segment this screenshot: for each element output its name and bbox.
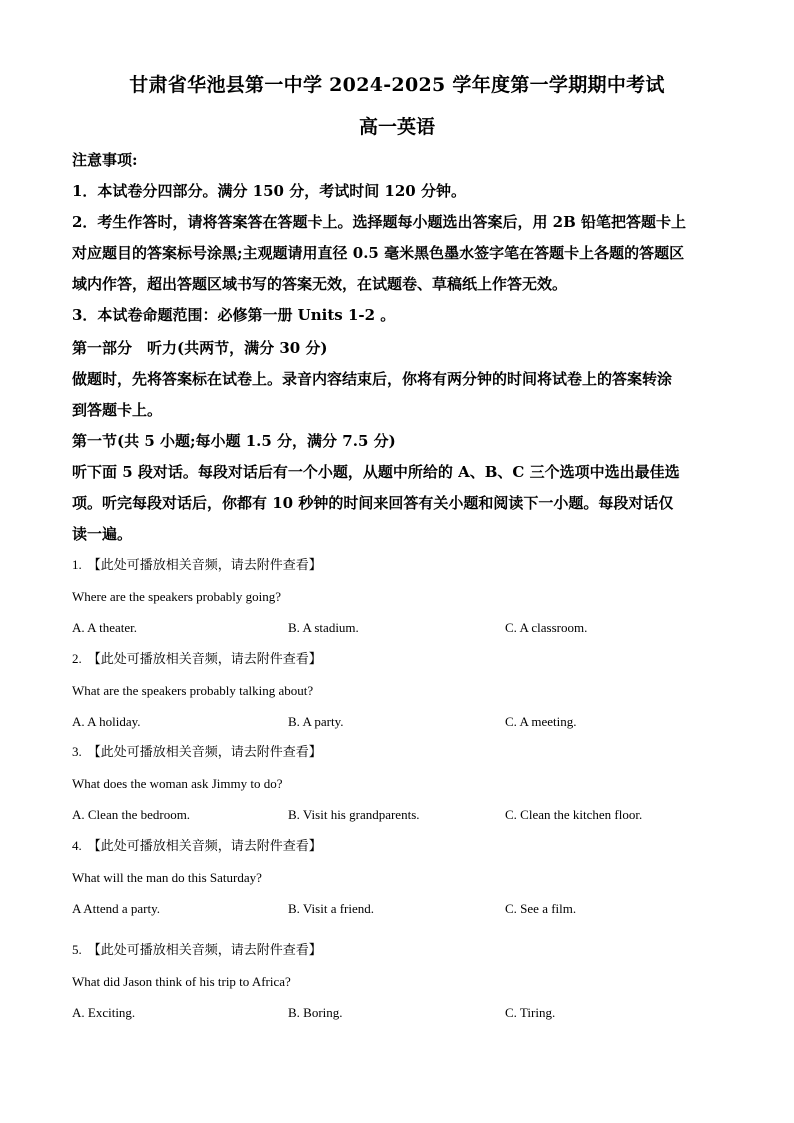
option-c: C. Tiring. <box>505 1005 556 1020</box>
note-line: 对应题目的答案标号涂黑;主观题请用直径 0.5 毫米黑色墨水签字笔在答题卡上各题的答题区 <box>72 244 685 262</box>
audio-link-q2[interactable] <box>72 650 322 669</box>
question-text: What are the speakers probably talking about? <box>72 683 314 698</box>
part1-intro-line: 到答题卡上。 <box>72 401 163 419</box>
question-text: Where are the speakers probably going? <box>72 589 281 604</box>
option-a: A. Exciting. <box>72 1005 136 1020</box>
note-line: 域内作答，超出答题区域书写的答案无效，在试题卷、草稿纸上作答无效。 <box>72 275 568 293</box>
audio-placeholder: 【此处可播放相关音频，请去附件查看】 <box>87 839 322 854</box>
question-text: What will the man do this Saturday? <box>72 870 262 885</box>
option-a: A. Clean the bedroom. <box>72 807 191 822</box>
option-a: A Attend a party. <box>72 901 160 916</box>
option-b: B. A stadium. <box>288 620 359 635</box>
option-c: C. A meeting. <box>505 714 577 729</box>
option-b: B. Visit his grandparents. <box>288 807 420 822</box>
section1-heading: 第一节(共 5 小题;每小题 1.5 分，满分 7.5 分) <box>72 432 396 450</box>
section1-intro-line: 项。听完每段对话后，你都有 10 秒钟的时间来回答有关小题和阅读下一小题。每段对话仅 <box>72 494 674 512</box>
question-number: 1. <box>72 557 82 572</box>
question-number: 4. <box>72 838 82 853</box>
audio-link-q1[interactable] <box>72 556 322 575</box>
option-a: A. A theater. <box>72 620 137 635</box>
option-c: C. See a film. <box>505 901 577 916</box>
option-b: B. Visit a friend. <box>288 901 374 916</box>
section1-intro-line: 读一遍。 <box>72 525 133 543</box>
note-line: 2．考生作答时，请将答案答在答题卡上。选择题每小题选出答案后，用 2B 铅笔把答题卡上 <box>72 213 687 231</box>
part1-heading: 第一部分 听力(共两节，满分 30 分) <box>72 339 328 357</box>
question-number: 3. <box>72 744 82 759</box>
part1-intro-line: 做题时，先将答案标在试卷上。录音内容结束后，你将有两分钟的时间将试卷上的答案转涂 <box>72 370 673 388</box>
section1-intro-line: 听下面 5 段对话。每段对话后有一个小题，从题中所给的 A、B、C 三个选项中选出最佳选 <box>72 463 680 481</box>
audio-placeholder: 【此处可播放相关音频，请去附件查看】 <box>87 943 322 958</box>
question-number: 5. <box>72 942 82 957</box>
audio-link-q3[interactable] <box>72 743 322 762</box>
exam-subtitle: 高一英语 <box>358 116 435 138</box>
question-number: 2. <box>72 651 82 666</box>
option-c: C. Clean the kitchen floor. <box>505 807 643 822</box>
audio-placeholder: 【此处可播放相关音频，请去附件查看】 <box>87 745 322 760</box>
option-c: C. A classroom. <box>505 620 588 635</box>
question-text: What did Jason think of his trip to Africa? <box>72 974 291 989</box>
audio-placeholder: 【此处可播放相关音频，请去附件查看】 <box>87 558 322 573</box>
audio-link-q4[interactable] <box>72 837 322 856</box>
notes-heading: 注意事项: <box>72 151 138 169</box>
note-line: 3．本试卷命题范围：必修第一册 Units 1-2 。 <box>72 306 396 324</box>
question-text: What does the woman ask Jimmy to do? <box>72 776 283 791</box>
option-a: A. A holiday. <box>72 714 141 729</box>
note-line: 1．本试卷分四部分。满分 150 分，考试时间 120 分钟。 <box>72 182 466 200</box>
option-b: B. A party. <box>288 714 344 729</box>
audio-placeholder: 【此处可播放相关音频，请去附件查看】 <box>87 652 322 667</box>
option-b: B. Boring. <box>288 1005 343 1020</box>
exam-title: 甘肃省华池县第一中学 2024-2025 学年度第一学期期中考试 <box>129 74 665 96</box>
audio-link-q5[interactable] <box>72 941 322 960</box>
